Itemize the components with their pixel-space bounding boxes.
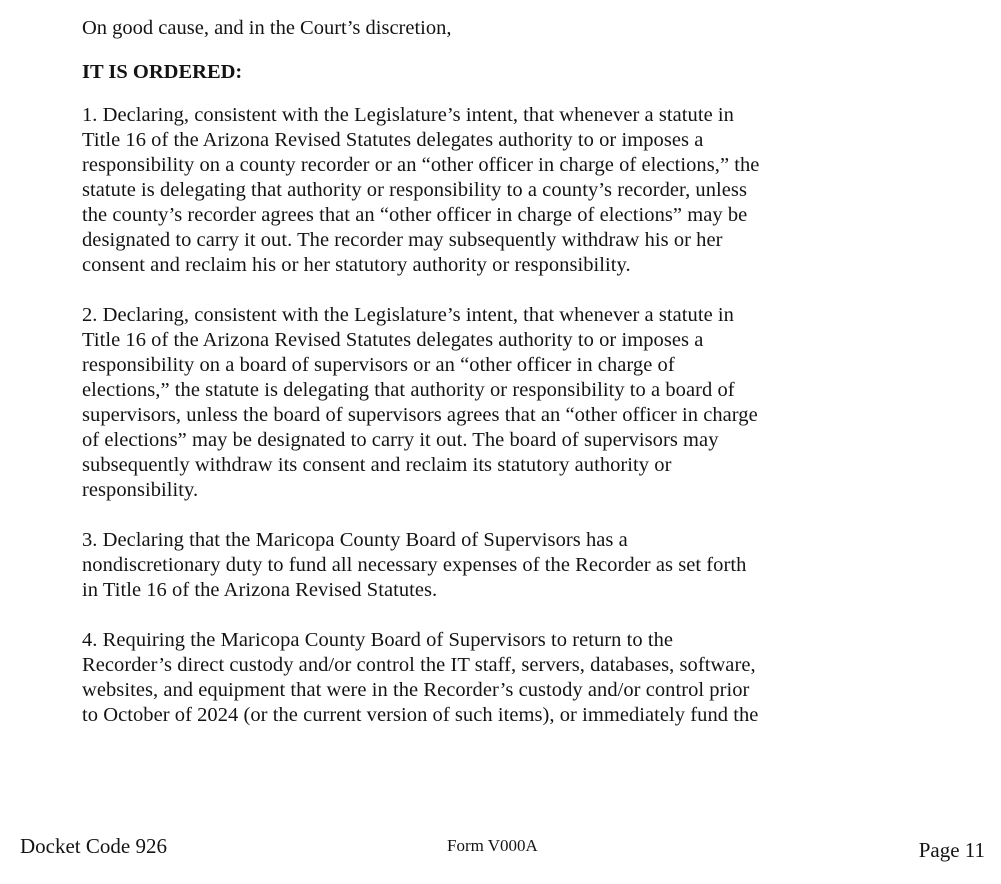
paragraph-line: in Title 16 of the Arizona Revised Statutes. (82, 579, 438, 601)
paragraph-line: Recorder’s direct custody and/or control the IT staff, servers, databases, software, (82, 654, 756, 676)
paragraph-line: responsibility. (82, 479, 199, 501)
paragraph-3 (82, 528, 962, 603)
paragraph-line: supervisors, unless the board of supervisors agrees that an “other officer in charge (82, 404, 758, 426)
paragraph-line: 3. Declaring that the Maricopa County Board of Supervisors has a (82, 529, 628, 551)
paragraph-line: statute is delegating that authority or responsibility to a county’s recorder, unless (82, 179, 747, 201)
paragraph-line: Title 16 of the Arizona Revised Statutes delegates authority to or imposes a (82, 129, 704, 151)
paragraph-1 (82, 103, 962, 278)
paragraph-line: of elections” may be designated to carry it out. The board of supervisors may (82, 429, 719, 451)
paragraph-line: 2. Declaring, consistent with the Legislature’s intent, that whenever a statute in (82, 304, 734, 326)
paragraph-line: websites, and equipment that were in the Recorder’s custody and/or control prior (82, 679, 750, 701)
paragraph-line: Title 16 of the Arizona Revised Statutes delegates authority to or imposes a (82, 329, 704, 351)
paragraph-line: consent and reclaim his or her statutory authority or responsibility. (82, 254, 631, 276)
paragraph-line: elections,” the statute is delegating that authority or responsibility to a board of (82, 379, 735, 401)
paragraph-line: 1. Declaring, consistent with the Legislature’s intent, that whenever a statute in (82, 104, 734, 126)
paragraph-line: 4. Requiring the Maricopa County Board of Supervisors to return to the (82, 629, 674, 651)
paragraph-line: nondiscretionary duty to fund all necessary expenses of the Recorder as set forth (82, 554, 747, 576)
document-body (82, 16, 962, 753)
paragraph-line: responsibility on a county recorder or an “other officer in charge of elections,” the (82, 154, 760, 176)
paragraph-4 (82, 628, 962, 728)
page-footer (0, 833, 1001, 873)
intro-line: On good cause, and in the Court’s discretion, (82, 17, 452, 39)
paragraph-2 (82, 303, 962, 503)
paragraph-line: subsequently withdraw its consent and reclaim its statutory authority or (82, 454, 672, 476)
docket-code: Docket Code 926 (20, 834, 167, 858)
page-number: Page 11 (918, 838, 985, 862)
order-heading: IT IS ORDERED: (82, 61, 243, 83)
paragraph-line: the county’s recorder agrees that an “other officer in charge of elections” may be (82, 204, 748, 226)
paragraph-line: to October of 2024 (or the current version of such items), or immediately fund the (82, 704, 759, 726)
paragraph-line: designated to carry it out. The recorder may subsequently withdraw his or her (82, 229, 723, 251)
form-number: Form V000A (447, 836, 538, 855)
paragraph-line: responsibility on a board of supervisors or an “other officer in charge of (82, 354, 675, 376)
